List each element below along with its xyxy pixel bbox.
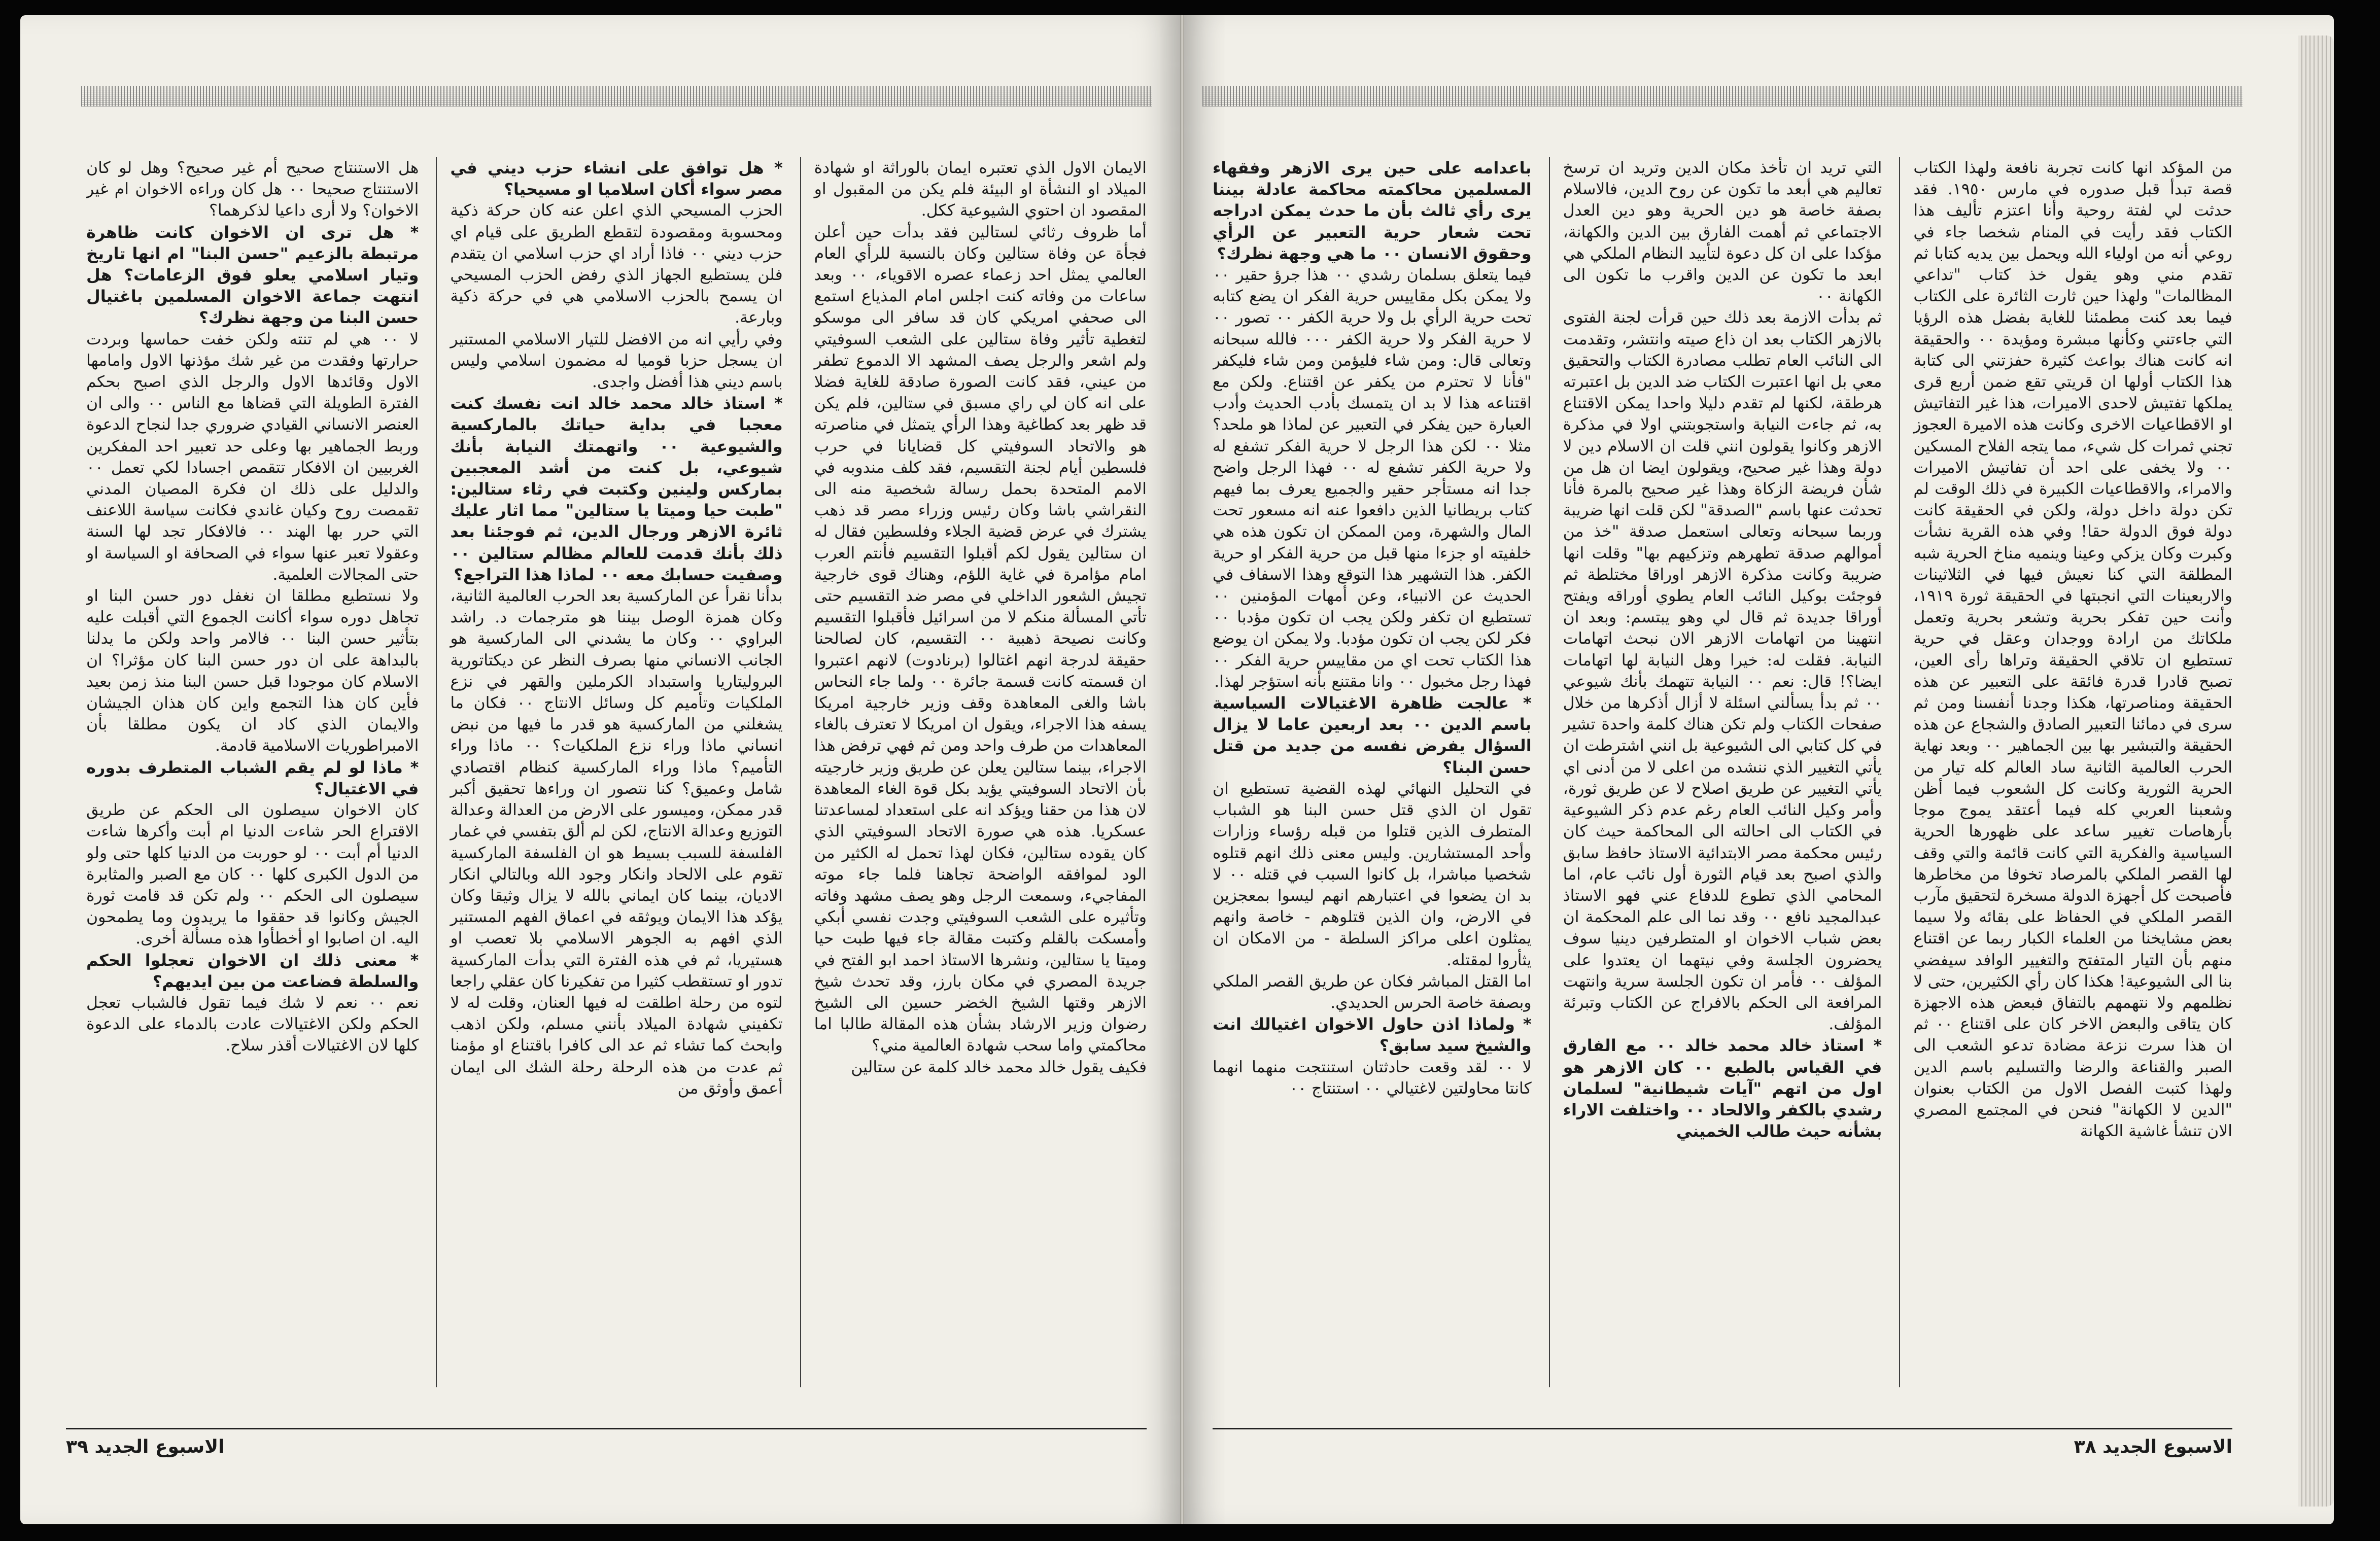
interview-question: * استاذ خالد محمد خالد ٠٠ مع الفارق في القياس بالطبع ٠٠ كان الازهر هو اول من اتهم "آيات شيطانية" لسلمان رشدي بالكفر والالحاد ٠٠ واختلفت الاراء بشأنه حيث طالب الخميني xyxy=(1563,1036,1882,1141)
body-paragraph: ثم بدأت الازمة بعد ذلك حين قرأت لجنة الفتوى بالازهر الكتاب بعد ان ذاع صيته وانتشر، وتقدمت الى النائب العام تطلب مصادرة الكتاب والتحقيق معي بل انها اعتبرت الكتاب ضد الدين بل اعتبرته هرطقة، لكنها لم تقدم دليلا واحدا يمكن الاقتناع به، ثم جاءت النيابة واستجوبتني اولا في مذكرة الازهر وكانوا يقولون انني قلت ان الاسلام دين لا دولة وهذا غير صحيح، ويقولون ايضا ان هل من شأن فريضة الزكاة وهذا غير صحيح بالمرة فأنا تحدثت عنها باسم "الصدقة" لكن قلت انها ضريبة وربما سبحانه وتعالى استعمل صدقة "خذ من أموالهم صدقة تطهرهم وتزكيهم بها" وقلت انها ضريبة وكانت مذكرة الازهر اوراقا مختلطة ثم فوجئت بوكيل النائب العام يطوي أوراقه ويفتح أوراقا جديدة ثم قال لي وهو يبتسم: وبعد ان انتهينا من اتهامات الازهر الان نبحث اتهامات النيابة. فقلت له: خيرا وهل النيابة لها اتهامات ايضا؟! قال: نعم ٠٠ النيابة تتهمك بأنك شيوعي ٠٠ ثم بدأ يسألني اسئلة لا أزال أذكرها من خلال صفحات الكتاب ولم تكن هناك كلمة واحدة تشير في كل كتابي الى الشيوعية بل انني اشترطت ان يأتي التغيير الذي ننشده من اعلى لا من أدنى اي يأتي التغيير عن طريق اصلاح لا عن طريق ثورة، وأمر وكيل النائب العام رغم عدم ذكر الشيوعية في الكتاب الى احالته الى المحاكمة حيث كان رئيس محكمة مصر الابتدائية الاستاذ حافظ سابق والذي اصبح بعد قيام الثورة أول نائب عام، اما المحامي الذي تطوع للدفاع عني فهو الاستاذ عبدالمجيد نافع ٠٠ وقد نما الى علم المحكمة ان بعض شباب الاخوان او المتطرفين دينيا سوف يحضرون الجلسة وفي نيتهما ان يعتدوا على المؤلف ٠٠ فأمر ان تكون الجلسة سرية وانتهت المرافعة الى الحكم بالافراج عن الكتاب وتبرئة المؤلف. xyxy=(1563,308,1882,1034)
interview-question: * هل توافق على انشاء حزب ديني في مصر سواء أكان اسلاميا او مسيحيا؟ xyxy=(450,158,783,199)
body-paragraph: الايمان الاول الذي تعتبره ايمان بالوراثة او شهادة الميلاد او النشأة او البيئة فلم يكن من المقبول او المقصود ان احتوي الشيوعية ككل. xyxy=(814,159,1147,220)
body-paragraph: هل الاستنتاج صحيح أم غير صحيح؟ وهل لو كان الاستنتاج صحيحا ٠٠ هل كان وراءه الاخوان ام غير الاخوان؟ ولا أرى داعيا لذكرهما؟ xyxy=(86,159,419,220)
binding-spine xyxy=(1180,15,1184,1524)
top-ornament xyxy=(81,86,1152,107)
right-page-footer xyxy=(1213,1428,2232,1458)
body-paragraph: في التحليل النهائي لهذه القضية تستطيع ان تقول ان الذي قتل حسن البنا هو الشباب المتطرف الذين قتلوا من قبله رؤساء وزارات وأحد المستشارين. وليس معنى ذلك انهم قتلوه شخصيا مباشرا، بل كانوا السبب في قتله ٠٠ لا بد ان يضعوا في اعتبارهم انهم ليسوا بمعجزين في الارض، وان الذين قتلوهم - خاصة وانهم يمثلون اعلى مراكز السلطة - من الامكان ان يثأروا لمقتله. xyxy=(1212,779,1532,969)
body-paragraph: لا ٠٠ لقد وقعت حادثتان استنتجت منهما انهما كانتا محاولتين لاغتيالي ٠٠ استنتاج ٠٠ xyxy=(1212,1058,1532,1098)
interview-question: * ماذا لو لم يقم الشباب المتطرف بدوره في الاغتيال؟ xyxy=(86,757,419,798)
left-page-columns xyxy=(86,157,1147,1387)
article-column xyxy=(1213,157,1532,1387)
body-paragraph: من المؤكد انها كانت تجربة نافعة ولهذا الكتاب قصة تبدأ قبل صدوره في مارس ١٩٥٠. فقد حدثت لي لفتة روحية وأنا اعتزم تأليف هذا الكتاب فقد رأيت في المنام شخصا جاء في روعي أنه من اولياء الله ويحمل بين يديه كتابا ثم تقدم مني وهو يقول خذ كتاب "تداعي المظالمات" ولهذا حين ثارت الثائرة على الكتاب فيما بعد كنت مطمئنا للغاية بفضل هذه الرؤيا التي جاءتني وكأنها مبشرة ومؤيدة ٠٠ والحقيقة انه كانت هناك بواعث كثيرة حفزتني الى كتابة هذا الكتاب أولها ان قريتي تقع ضمن أربع قرى يملكها تفتيش لاحدى الاميرات، هذا غير التفاتيش او الاقطاعيات الاخرى وكانت هذه الاميرة العجوز تجني ثمرات كل شيء، مما يتجه الفلاح المسكين ٠٠ ولا يخفى على احد أن تفاتيش الاميرات والامراء، والاقطاعيات الكبيرة في ذلك الوقت لم تكن دولة داخل دولة، ولكن في الحقيقة كانت دولة فوق الدولة حقا! وفي هذه القرية نشأت وكبرت وكان يزكي وعينا وينميه مناخ الحرية شبه المطلقة التي كنا نعيش فيها في الثلاثينات والاربعينات التي انجبتها في الحقيقة ثورة ١٩١٩، وأنت حين تفكر بحرية وتشعر بحرية وتعمل ملكاتك من ارادة ووجدان وعقل في حرية تستطيع ان تلاقي الحقيقة وتراها رأى العين، تصبح قادرا قدرة فائقة على التعبير عن هذه الحقيقة ومناصرتها، هكذا وجدنا أنفسنا ومن ثم سرى في دمائنا التعبير الصادق والشجاع عن هذه الحقيقة والتبشير بها بين الجماهير ٠٠ وبعد نهاية الحرب العالمية الثانية ساد العالم كله تيار من الحرية الثورية وكانت كل الشعوب فيما أظن وشعبنا العربي كله فيما أعتقد يموج موجا بأرهاصات تغيير ساعد على ظهورها الحرية السياسية والفكرية التي كانت قائمة والتي وقف لها القصر الملكي بالمرصاد تخوفا من مخاطرها فأصبحت كل أجهزة الدولة مسخرة لتحقيق مآرب القصر الملكي في الحفاظ على بقائه ولا سيما بعض مشايخنا من العلماء الكبار ربما عن اقتناع منهم بأن التيار المتفتح والتغيير الوافد سيفضي بنا الى الشيوعية! هكذا كان رأي الكثيرين، حتى لا نظلمهم ولا نتهمهم بالتفاق فبعض هذه الاجهزة كان يتاقى والبعض الاخر كان على اقتناع ٠٠ ثم ان هذا سرت نزعة مضادة تدعو الشعب الى الصبر والقناعة والرضا والتسليم باسم الدين ولهذا كتبت الفصل الاول من الكتاب بعنوان "الدين لا الكهانة" فنحن في المجتمع المصري الان تنشأ غاشية الكهانة xyxy=(1913,159,2232,1141)
body-paragraph: كان الاخوان سيصلون الى الحكم عن طريق الاقتراع الحر شاءت الدنيا ام أبت وأكرها شاءت الدنيا أم أبت ٠٠ لو حوربت من الدنيا كلها حتى ولو من الدول الكبرى كلها ٠٠ كان مع الصبر والمثابرة سيصلون الى الحكم ٠٠ ولم تكن قد قامت ثورة الجيش وكانوا قد حققوا ما يريدون وما يطمحون اليه. ان اصابوا او أخطأوا هذه مسألة أخرى. xyxy=(86,801,419,948)
article-column xyxy=(1899,157,2232,1387)
page-number-label: الاسبوع الجديد ٣٩ xyxy=(66,1436,225,1457)
left-page xyxy=(20,15,1182,1524)
article-column xyxy=(436,157,782,1387)
article-column xyxy=(1549,157,1882,1387)
footer-rule xyxy=(1213,1428,2232,1429)
top-ornament xyxy=(1202,86,2243,107)
interview-question: * ولماذا اذن حاول الاخوان اغتيالك انت والشيخ سيد سابق؟ xyxy=(1212,1014,1532,1056)
footer-rule xyxy=(66,1428,1147,1429)
body-paragraph: لا ٠٠ هي لم تنته ولكن خفت حماسها وبردت حرارتها وفقدت من غير شك مؤذنها الاول وامامها الاول وقائدها الاول والرجل الذي اصبح بحكم الفترة الطويلة التي قضاها مع الناس ٠٠ والى ان العنصر الانساني القيادي ضروري جدا لنجاح الدعوة وربط الجماهير بها وعلى حد تعبير احد المفكرين الغربيين ان الافكار تتقمص اجسادا لكي تعمل ٠٠ والدليل على ذلك ان فكرة المصيان المدني تقمصت روح وكيان غاندي فكانت سياسة اللاعنف التي حرر بها الهند ٠٠ فالافكار تجد لها السنة وعقولا تعبر عنها سواء في الصحافة او السياسة او حتى المجالات العلمية. xyxy=(86,330,419,584)
magazine-spread xyxy=(20,15,2334,1524)
body-paragraph: التي تريد ان تأخذ مكان الدين وتريد ان ترسخ تعاليم هي أبعد ما تكون عن روح الدين، فالاسلام بصفة خاصة هو دين الحرية وهو دين العدل الاجتماعي ثم أهمت الفارق بين الدين والكهانة، مؤكدا على ان كل دعوة لتأييد النظام الملكي هي ابعد ما تكون عن الدين واقرب ما تكون الى الكهانة ٠٠ xyxy=(1563,159,1882,306)
article-column xyxy=(800,157,1147,1387)
article-column xyxy=(86,157,419,1387)
body-paragraph: ولا نستطيع مطلقا ان نغفل دور حسن البنا او تجاهل دوره سواء أكانت الجموع التي أقبلت عليه بتأثير حسن البنا ٠٠ فالامر واحد ولكن ما يدلنا بالبداهة على ان دور حسن البنا كان مؤثرا؟ ان الاسلام كان موجودا قبل حسن البنا منذ زمن بعيد فأين كان هذا التجمع واين كان هذان الجيشان والايمان الذي كاد ان يكون مطلقا بأن الامبراطوريات الاسلامية قادمة. xyxy=(86,587,419,755)
interview-question: * عالجت ظاهرة الاغتيالات السياسية باسم الدين ٠٠ بعد اربعين عاما لا يزال السؤال يفرض نفسه من جديد من قتل حسن البنا؟ xyxy=(1212,693,1532,777)
body-paragraph: بدأنا نقرأ عن الماركسية بعد الحرب العالمية الثانية، وكان همزة الوصل بيننا هو مترجمات د. راشد البراوي ٠٠ وكان ما يشدني الى الماركسية هو الجانب الانساني منها بصرف النظر عن ديكتاتورية البروليتاريا واستبداد الكرملين والقهر في نزع الملكيات وتأميم كل وسائل الانتاج ٠٠ فكان ما يشغلني من الماركسية هو قدر ما فيها من نبض انساني ماذا وراء نزع الملكيات؟ ٠٠ ماذا وراء التأميم؟ ماذا وراء الماركسية كنظام اقتصادي شامل وعميق؟ كنا نتصور ان وراءها تحقيق أكبر قدر ممكن، وميسور على الارض من العدالة وعدالة التوزيع وعدالة الانتاج، لكن لم ألق بتفسي في غمار الفلسفة للسبب بسيط هو ان الفلسفة الماركسية تقوم على الالحاد وانكار وجود الله وبالتالي انكار الاديان، بينما كان ايماني بالله لا يزال وثيقا وكان يؤكد هذا الايمان ويوثقه في اعماق الفهم المستنير الذي افهم به الجوهر الاسلامي بلا تعصب او هستيريا، ثم في هذه الفترة التي بدأت الماركسية تدور او تستقطب كثيرا من تفكيرنا كان عقلي راجعا لتوه من رحلة اطلقت له فيها العنان، وقلت له لا تكفيني شهادة الميلاد بأنني مسلم، ولكن اذهب وابحث كما تشاء ثم عد الى كافرا باقتناع او مؤمنا ثم عدت من هذه الرحلة رحلة الشك الى ايمان أعمق وأوثق من xyxy=(450,587,783,1098)
interview-question: * معنى ذلك ان الاخوان تعجلوا الحكم والسلطة فضاعت من بين ايديهم؟ xyxy=(86,950,419,991)
interview-question: باعدامه على حين يرى الازهر وفقهاء المسلمين محاكمته محاكمة عادلة بيننا يرى رأي ثالث بأن ما حدث يمكن ادراجه تحت شعار حرية التعبير عن الرأي وحقوق الانسان ٠٠ ما هي وجهة نظرك؟ xyxy=(1212,158,1532,263)
left-page-footer xyxy=(66,1428,1147,1458)
body-paragraph: نعم ٠٠ نعم لا شك فيما تقول فالشباب تعجل الحكم ولكن الاغتيالات عادت بالدماء على الدعوة كلها لان الاغتيالات أقذر سلاح. xyxy=(86,993,419,1055)
right-page xyxy=(1182,15,2334,1524)
body-paragraph: فكيف يقول خالد محمد خالد كلمة عن ستالين xyxy=(851,1058,1147,1076)
body-paragraph: الحزب المسيحي الذي اعلن عنه كان حركة ذكية ومحسوبة ومقصودة لتقطع الطريق على قيام اي حزب ديني ٠٠ فاذا أراد اي حزب اسلامي ان يتقدم فلن يستطيع الجهاز الذي رفض الحزب المسيحي ان يسمح بالحزب الاسلامي هي في حركة ذكية وبارعة. xyxy=(450,201,783,327)
body-paragraph: وفي رأيي انه من الافضل للتيار الاسلامي المستنير ان يسجل حزبا قوميا له مضمون اسلامي وليس باسم ديني هذا أفضل واجدى. xyxy=(450,330,783,392)
body-paragraph: فيما يتعلق بسلمان رشدي ٠٠ هذا جرؤ حقير ٠٠ ولا يمكن بكل مقاييس حرية الفكر ان يضع كتابه تحت حرية الرأي بل ولا حرية الكفر ٠٠ تصور ٠٠ لا حرية الفكر ولا حرية الكفر ٠٠٠ فالله سبحانه وتعالى قال: ومن شاء فليؤمن ومن شاء فليكفر "فأنا لا تحترم من يكفر عن اقتناع. ولكن مع اقتناعه هذا لا بد ان يتمسك بأدب الحديث وأدب العبارة حين يفكر في التعبير عن لماذا هو ملحد؟ مثلا ٠٠ لكن هذا الرجل لا حرية الفكر تشفع له ولا حرية الكفر تشفع له ٠٠ فهذا الرجل واضح جدا انه مستأجر حقير والجميع يعرف بما فيهم كتاب بريطانيا الذين دافعوا عنه انه مسعور تحت المال والشهرة، ومن الممكن ان تكون هذه هي خلفيته او جزءا منها قبل من حرية الفكر او حرية الكفر. هذا التشهير هذا التوقع وهذا الاسفاف في الحديث عن الانبياء، وعن أمهات المؤمنين ٠٠ تستطيع ان تكفر ولكن يجب ان تكون مؤدبا ٠٠ فكر لكن يجب ان تكون مؤدبا. ولا يمكن ان يوضع هذا الكتاب تحت اي من مقاييس حرية الفكر ٠٠ فهذا رجل مخبول ٠٠ وانا مقتنع بأنه استؤجر لهذا. xyxy=(1212,266,1532,691)
page-number-label: الاسبوع الجديد ٣٨ xyxy=(2074,1436,2232,1457)
body-paragraph: أما ظروف رثائي لستالين فقد بدأت حين أعلن فجأة عن وفاة ستالين وكان بالنسبة للرأي العام العالمي يمثل احد زعماء عصره الاقوياء، ٠٠ وبعد ساعات من وفاته كنت اجلس امام المذياع استمع الى صحفي امريكي كان قد سافر الى موسكو لتغطية تأثير وفاة ستالين على الشعب السوفيتي ولم اشعر والرجل يصف المشهد الا الدموع تطفر من عيني، فقد كانت الصورة صادقة للغاية فضلا على انه كان لي راي مسبق في ستالين، فلم يكن قد ظهر بعد كطاغية وهذا الرأي يتمثل في مناصرته هو والاتحاد السوفيتي كل قضايانا في حرب فلسطين أيام لجنة التقسيم، فقد كلف مندوبه في الامم المتحدة بحمل رسالة شخصية منه الى النقراشي باشا وكان رئيس وزراء مصر قد ذهب يشترك في عرض قضية الجلاء وفلسطين فقال له ان ستالين يقول لكم أقبلوا التقسيم فأنتم العرب امام مؤامرة في غاية اللؤم، وهناك قوى خارجية تجيش الشعور الداخلي في مصر ضد التقسيم حتى تأتي المسألة منكم لا من اسرائيل فأقبلوا التقسيم وكانت نصيحة ذهبية ٠٠ التقسيم، كان لصالحنا حقيقة لدرجة انهم اغتالوا (برنادوت) لانهم اعتبروا ان قسمته كانت قسمة جائرة ٠٠ ولما جاء النحاس باشا والغى المعاهدة وقف وزير خارجية امريكا يسفه هذا الاجراء، ويقول ان امريكا لا تعترف بالغاء المعاهدات من طرف واحد ومن ثم فهي ترفض هذا الاجراء، بينما ستالين يعلن عن طريق وزير خارجيته بأن الاتحاد السوفيتي يؤيد بكل قوة الغاء المعاهدة لان هذا من حقنا ويؤكد انه على استعداد لمساعدتنا عسكريا. هذه هي صورة الاتحاد السوفيتي الذي كان يقوده ستالين، فكان لهذا تحمل له الكثير من الود لموافقه الواضحة تجاهنا فلما جاء موته المفاجيء، وسمعت الرجل وهو يصف مشهد وفاته وتأثيره على الشعب السوفيتي وجدت نفسي أبكي وأمسكت بالقلم وكتبت مقالة جاء فيها طبت حيا وميتا يا ستالين، ونشرها الاستاذ احمد ابو الفتح في جريدة المصري في مكان بارز، وقد تحدث شيخ الازهر وقتها الشيخ الخضر حسين الى الشيخ رضوان وزير الارشاد بشأن هذه المقالة طالبا اما محاكمتي واما سحب شهادة العالمية مني؟ xyxy=(814,223,1147,1055)
interview-question: * استاذ خالد محمد خالد انت نفسك كنت معجبا في بداية حياتك بالماركسية والشيوعية ٠٠ واتهمتك النيابة بأنك شيوعي، بل كنت من أشد المعجبين بماركس ولينين وكتبت في رثاء ستالين: "طبت حيا وميتا يا ستالين" مما اثار عليك ثائرة الازهر ورجال الدين، ثم فوجئنا بعد ذلك بأنك قدمت للعالم مظالم ستالين ٠٠ وصفيت حسابك معه ٠٠ لماذا هذا التراجع؟ xyxy=(450,394,783,584)
body-paragraph: اما القتل المباشر فكان عن طريق القصر الملكي وبصفة خاصة الحرس الحديدي. xyxy=(1212,972,1532,1012)
right-page-columns xyxy=(1213,157,2232,1387)
page-edges xyxy=(2298,36,2334,1507)
interview-question: * هل ترى ان الاخوان كانت ظاهرة مرتبطة بالزعيم "حسن البنا" ام انها تاريخ وتيار اسلامي يعلو فوق الزعامات؟ هل انتهت جماعة الاخوان المسلمين باغتيال حسن البنا من وجهة نظرك؟ xyxy=(86,222,419,328)
